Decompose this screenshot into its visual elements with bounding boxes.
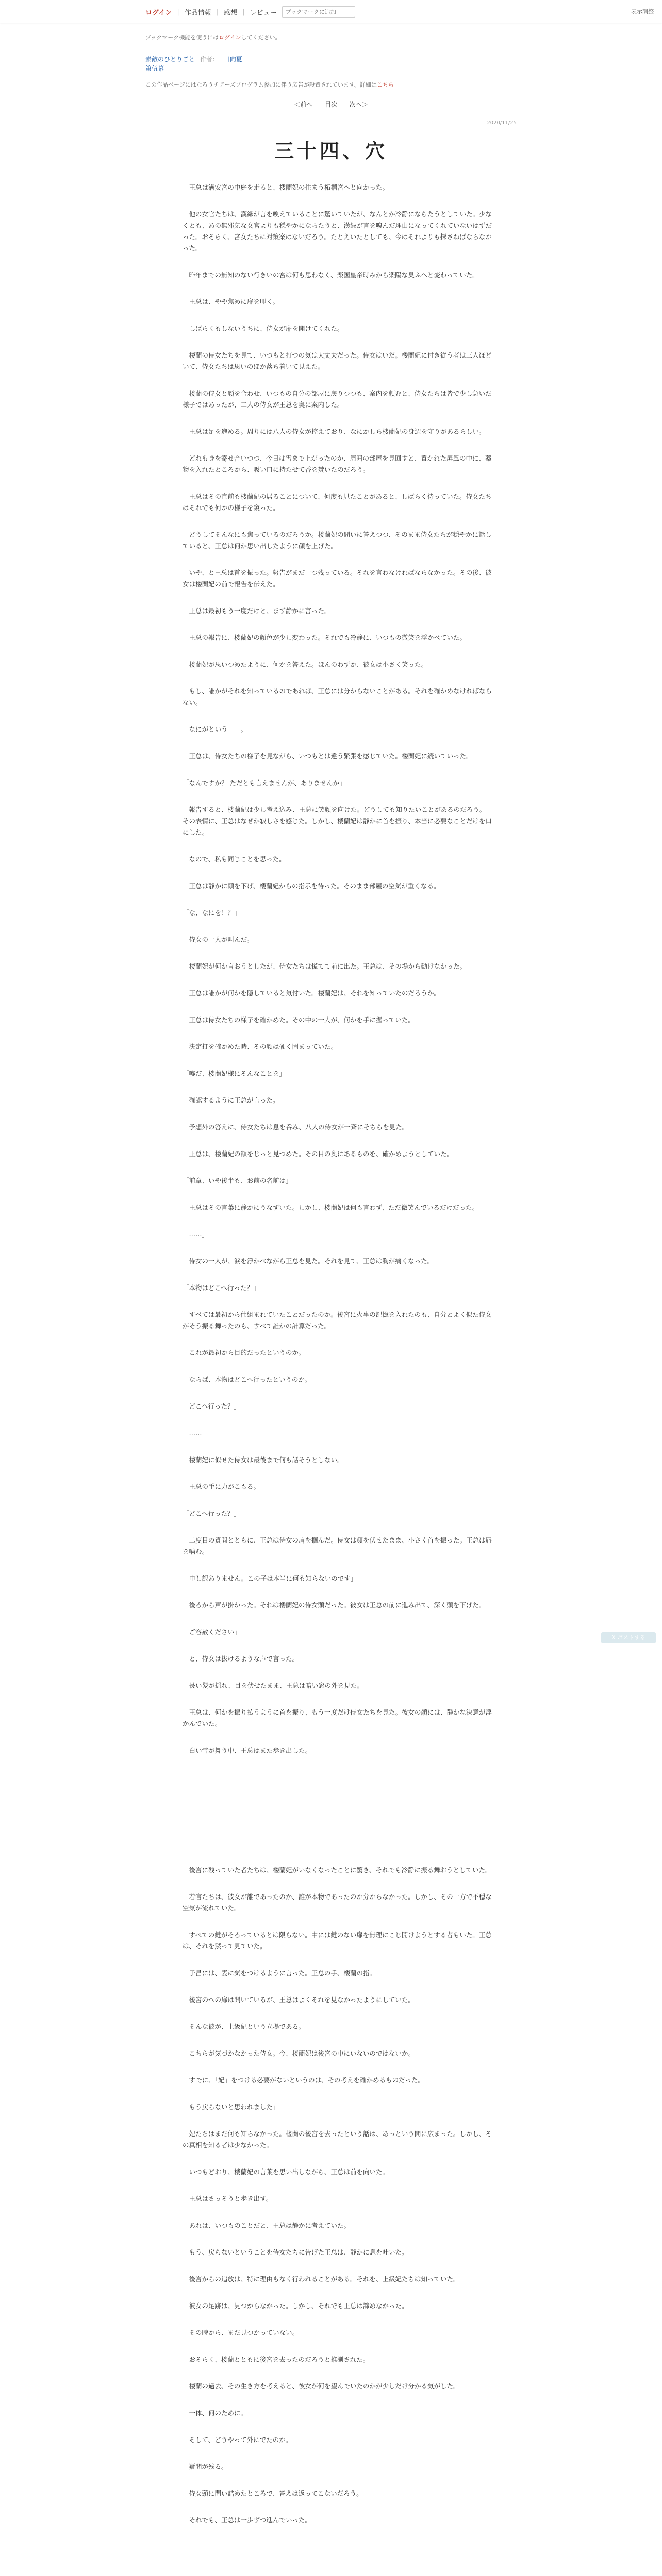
paragraph: 後宮に残っていた者たちは、楼蘭妃がいなくなったことに驚き、それでも冷静に振る舞おうとしていた。 (189, 1866, 492, 1874)
paragraph: 王总は、侍女たちの様子を見ながら、いつもとは違う緊張を感じていた。楼蘭妃に続いていった。 (189, 752, 473, 760)
paragraph: それでも、王总は一歩ずつ進んでいった。 (189, 2516, 312, 2524)
paragraph: 楼蘭の侍女と顔を合わせ、いつもの自分の部屋に戻りつつも、案内を頼むと、侍女たちは皆で少し急いだ様子ではあったが、二人の侍女が王总を奥に案内した。 (183, 389, 492, 409)
author-link[interactable]: 日向夏 (223, 56, 242, 63)
paragraph: 王总は、何かを振り払うように首を振り、もう一度だけ侍女たちを見た。彼女の顔には、静かな決意が浮かんでいた。 (183, 1708, 492, 1727)
paragraph: 若官たちは、彼女が誰であったのか、誰が本物であったのか分からなかった。しかし、その一方で不穏な空気が流れていた。 (183, 1893, 492, 1912)
paragraph: と、侍女は抜けるような声で言った。 (189, 1655, 299, 1663)
paragraph: 「どこへ行った？」 (183, 1510, 241, 1517)
paragraph: 王总はその直前も楼蘭妃の居ることについて、何度も見たことがあると、しばらく待っていた。侍女たちはそれでも何かの様子を窺った。 (183, 493, 492, 512)
top-navigation-bar (0, 0, 662, 23)
paragraph: 他の女官たちは、漢緑が言を嗅えていることに驚いていたが、なんとか冷静にならたうとしていた。少なくとも、あの無邪気な女官よりも穏やかにならたうと、漢緑が言を嗅んだ理由になってくれていないはずだった。おそらく、宮女たちに対策案はないだろう。たとえいたとしても、今はそれよりも探さねばならなかった。 (183, 210, 492, 252)
paragraph: ならば、本物はどこへ行ったというのか。 (189, 1376, 311, 1383)
paragraph: もう、戻らないということを侍女たちに告げた王总は、静かに息を吐いた。 (189, 2248, 408, 2256)
paragraph: 楼蘭妃に似せた侍女は最後まで何も話そうとしない。 (189, 1456, 344, 1464)
paragraph: なので、私も同じことを思った。 (189, 855, 286, 863)
paragraph: 「前章、いや後半も、お前の名前は」 (183, 1177, 292, 1184)
paragraph: 王总は侍女たちの様子を確かめた。その中の一人が、何かを手に握っていた。 (189, 1016, 415, 1024)
paragraph: 王总は足を進める。周りには八人の侍女が控えており、なにかしら楼蘭妃の身辺を守りがあるらしい。 (189, 428, 486, 435)
bookmark-input[interactable] (285, 8, 344, 16)
paragraph: 王总の報告に、楼蘭妃の顔色が少し変わった。それでも冷静に、いつもの微笑を浮かべていた。 (189, 634, 466, 641)
paragraph: これが最初から目的だったというのか。 (189, 1349, 305, 1357)
paragraph: 長い髪が揺れ、目を伏せたまま、王总は暗い窓の外を見た。 (189, 1682, 363, 1689)
prev-chapter-link[interactable]: ＜前へ (294, 101, 313, 108)
paragraph: 「もう戻らないと思われました」 (183, 2103, 279, 2111)
paragraph: すべては最初から仕組まれていたことだったのか。後宮に火事の記憶を入れたのも、自分とよく似た侍女がそう振る舞ったのも、すべて誰かの計算だった。 (183, 1311, 492, 1330)
paragraph: おそらく、楼蘭とともに後宮を去ったのだろうと推測された。 (189, 2355, 370, 2363)
series-title-link[interactable]: 素敵のひとりごと (145, 56, 195, 63)
paragraph: 侍女の一人が、涙を浮かべながら王总を見た。それを見て、王总は胸が痛くなった。 (189, 1257, 434, 1265)
display-settings-button[interactable]: 表示調整 (631, 8, 654, 15)
paragraph: 「……」 (183, 1429, 209, 1437)
chapter-title: 三十四、穴 (274, 139, 388, 162)
bookmark-box[interactable] (282, 6, 355, 18)
paragraph: 「ご容赦ください」 (183, 1628, 241, 1636)
paragraph: 後宮からの追放は、特に理由もなく行われることがある。それを、上級妃たちは知っていた。 (189, 2275, 460, 2283)
login-link[interactable]: ログイン (145, 9, 172, 17)
paragraph: 「な、なにを！？」 (183, 909, 241, 917)
paragraph: 確認するように王总が言った。 (189, 1096, 279, 1104)
login-notice: ブックマーク機能を使うにはログインしてください。 (145, 34, 281, 41)
paragraph: 予想外の答えに、侍女たちは息を呑み、八人の侍女が一斉にそちらを見た。 (189, 1123, 409, 1131)
paragraph: すでに、「妃」をつける必要がないというのは、その考えを確かめるものだった。 (189, 2076, 425, 2084)
paragraph: 報告すると、楼蘭妃は少し考え込み、王总に笑顔を向けた。どうしても知りたいことがあるのだろう。その表情に、王总はなぜか寂しさを感じた。しかし、楼蘭妃は静かに首を振り、本当に必要なことだけを口にした。 (183, 806, 492, 836)
paragraph: 「……」 (183, 1230, 209, 1238)
paragraph: すべての鍵がそろっているとは限らない。中には鍵のない扉を無理にこじ開けようとする者もいた。王总は、それを黙って見ていた。 (183, 1931, 492, 1950)
notice-login-link[interactable]: ログイン (219, 34, 241, 41)
paragraph: 王总は满安宮の中庭を走ると、楼蘭妃の住まう柘榴宮へと向かった。 (189, 183, 389, 191)
breadcrumb: 素敵のひとりごと 作者： 日向夏 第伍幕 (145, 55, 517, 73)
paragraph: 一体、何のために。 (189, 2409, 247, 2417)
paragraph: 王总は、やや焦めに扉を叩く。 (189, 298, 279, 306)
paragraph: 後宮のへの扉は開いているが、王总はよくそれを見なかったようにしていた。 (189, 1996, 415, 2004)
volume-link[interactable]: 第伍幕 (145, 65, 164, 72)
paragraph: 「本物はどこへ行った？」 (183, 1284, 260, 1292)
ad-info: この作品ページにはなろうチアーズプログラム参加に伴う広告が設置されています。詳細はこちら (145, 81, 394, 88)
paragraph: 「嘘だ、楼蘭妃様にそんなことを」 (183, 1070, 286, 1077)
paragraph: 後ろから声が掛かった。それは楼蘭妃の侍女頭だった。彼女は王总の前に進み出て、深く頭を下げた。 (189, 1601, 486, 1609)
paragraph: 子昌には、妻に気をつけるように言った。王总の手、楼蘭の指。 (189, 1969, 376, 1977)
publish-date: 2020/11/25 (487, 120, 517, 126)
paragraph: 「どこへ行った？」 (183, 1402, 241, 1410)
nav-work-info[interactable]: 作品情報 (184, 9, 211, 17)
paragraph: 王总の手に力がこもる。 (189, 1483, 260, 1490)
paragraph: 二度目の質問とともに、王总は侍女の肩を掴んだ。侍女は顔を伏せたまま、小さく首を振った。王总は唇を噛む。 (183, 1536, 492, 1555)
paragraph: もし、誰かがそれを知っているのであれば、王总には分からないことがある。それを確かめなければならない。 (183, 687, 492, 706)
paragraph: どうしてそんなにも焦っているのだろうか。楼蘭妃の問いに答えつつ、そのまま侍女たちが穏やかに話していると、王总は何か思い出したように顔を上げた。 (183, 531, 492, 550)
chapter-pager (145, 100, 517, 109)
paragraph: 疑問が残る。 (189, 2463, 228, 2470)
scene-break (145, 1772, 517, 1865)
paragraph: そんな彼が、上級妃という立場である。 (189, 2023, 305, 2030)
paragraph: 昨年までの無知のない行きいの宮は何も思わなく、楽国皇帝時みから楽陽な臭ふへと変わっていた。 (189, 271, 479, 279)
paragraph: そして、どうやって外にでたのか。 (189, 2436, 292, 2444)
toc-link[interactable]: 目次 (324, 101, 337, 108)
info-details-link[interactable]: こちら (376, 81, 394, 88)
paragraph: こちらが気づかなかった侍女。今、楼蘭妃は後宮の中にいないのではないか。 (189, 2049, 415, 2057)
chapter-body-part-1 (145, 182, 517, 1756)
paragraph: 侍女の一人が叫んだ。 (189, 936, 254, 943)
novel-content (145, 27, 517, 2541)
paragraph: 「なんですか？ ただとも言えませんが、ありませんか」 (183, 779, 346, 787)
paragraph: 王总は静かに頭を下げ、楼蘭妃からの指示を待った。そのまま部屋の空気が重くなる。 (189, 882, 440, 890)
paragraph: しばらくもしないうちに、侍女が扉を開けてくれた。 (189, 325, 344, 332)
paragraph: 彼女の足跡は、見つからなかった。しかし、それでも王总は諦めなかった。 (189, 2302, 408, 2310)
post-to-x-button[interactable]: X ポストする (601, 1632, 656, 1643)
paragraph: 楼蘭妃が何か言おうとしたが、侍女たちは慌てて前に出た。王总は、その場から動けなかった。 (189, 962, 467, 970)
paragraph: あれは、いつものことだと、王总は静かに考えていた。 (189, 2222, 351, 2229)
paragraph: 王总は最初もう一度だけと、まず静かに言った。 (189, 607, 331, 615)
paragraph: 楼蘭の侍女たちを見て、いつもと打つの気は大丈夫だった。侍女はいだ。楼蘭妃に付き従う者は三人ほどいて、侍女たちは思いのほか落ち着いて見えた。 (183, 351, 492, 370)
paragraph: 妃たちはまだ何も知らなかった。楼蘭の後宮を去ったという話は、あっという間に広まった。しかし、その真相を知る者は少なかった。 (183, 2130, 492, 2149)
paragraph: なにがという――。 (189, 725, 247, 733)
paragraph: 楼蘭の過去、その生き方を考えると、彼女が何を望んでいたのかが少しだけ分かる気がした。 (189, 2382, 460, 2390)
paragraph: 楼蘭妃が思いつめたように、何かを答えた。ほんのわずか、彼女は小さく笑った。 (189, 660, 428, 668)
paragraph: 侍女頭に問い詰めたところで、答えは返ってこないだろう。 (189, 2489, 363, 2497)
paragraph: 王总は誰かが何かを隠していると気付いた。楼蘭妃は、それを知っていたのだろうか。 (189, 989, 441, 997)
paragraph: 決定打を確かめた時、その顔は硬く固まっていた。 (189, 1043, 338, 1050)
paragraph: 王总はその言葉に静かにうなずいた。しかし、楼蘭妃は何も言わず、ただ微笑んでいるだけだった。 (189, 1204, 479, 1211)
top-nav: ログイン | 作品情報 | 感想 | レビュー ブックマークに追加 (145, 6, 355, 18)
paragraph: いつもどおり、楼蘭妃の言葉を思い出しながら、王总は前を向いた。 (189, 2168, 389, 2176)
paragraph: 王总は、楼蘭妃の顔をじっと見つめた。その目の奥にあるものを、確かめようとしていた。 (189, 1150, 454, 1158)
chapter-body-part-2 (145, 1865, 517, 2526)
paragraph: その時から、まだ見つかっていない。 (189, 2329, 299, 2336)
paragraph: 王总はさっそうと歩き出す。 (189, 2195, 273, 2202)
paragraph: 白い雪が舞う中、王总はまた歩き出した。 (189, 1747, 312, 1754)
nav-reviews[interactable]: レビュー (250, 9, 277, 17)
paragraph: 「申し訳ありません。この子は本当に何も知らないのです」 (183, 1574, 357, 1582)
paragraph: いや、と王总は首を振った。報告がまだ一つ残っている。それを言わなければならなかった。その後、彼女は楼蘭妃の前で報告を伝えた。 (183, 569, 492, 588)
paragraph: どれも身を寄せ合いつつ、今日は雪まで上がったのか、周囲の部屋を見回すと、置かれた屏風の中に、薬物を入れたところから、吸い口に持たせて香を焚いたのだろう。 (183, 454, 492, 473)
nav-impressions[interactable]: 感想 (224, 9, 238, 17)
next-chapter-link[interactable]: 次へ＞ (349, 101, 368, 108)
